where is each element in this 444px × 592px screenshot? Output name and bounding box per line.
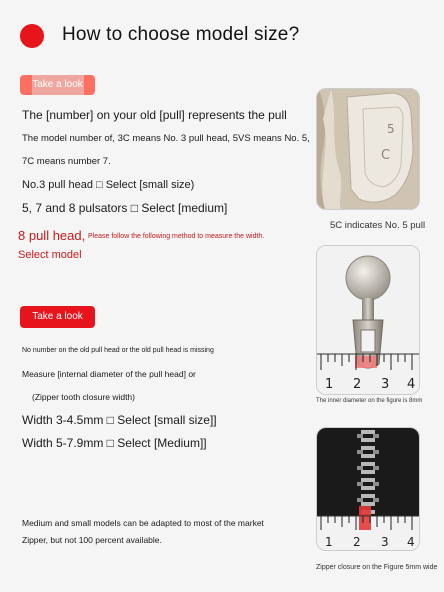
measure-line: Measure [internal diameter of the pull head] or bbox=[22, 369, 196, 379]
section1-heading: The [number] on your old [pull] represents the pull bbox=[22, 108, 287, 122]
pull8-label: 8 pull head, bbox=[18, 228, 86, 243]
ruler-tick-2: 2 bbox=[353, 377, 362, 392]
ruler-tick-4: 4 bbox=[407, 377, 416, 392]
stamp-letter-text: C bbox=[381, 148, 391, 163]
zipper-teeth-photo bbox=[316, 427, 420, 551]
medium-width-line: Width 5-7.9mm □ Select [Medium]] bbox=[22, 436, 207, 450]
pull8-note: Please follow the following method to measure the width. bbox=[88, 233, 265, 240]
select-model-label: Select model bbox=[18, 249, 82, 261]
ruler2-tick-1: 1 bbox=[325, 535, 333, 549]
market-line2: Zipper, but not 100 percent available. bbox=[22, 535, 162, 545]
ruler2-tick-2: 2 bbox=[353, 535, 361, 549]
pull3-select-line: No.3 pull head □ Select [small size) bbox=[22, 179, 195, 191]
ruler-tick-1: 1 bbox=[325, 377, 334, 392]
missing-number-note: No number on the old pull head or the old pull head is missing bbox=[22, 347, 214, 354]
model-number-line1: The model number of, 3C means No. 3 pull head, 5VS means No. 5, bbox=[22, 133, 310, 144]
zipper-width-line: (Zipper tooth closure width) bbox=[32, 392, 135, 402]
small-width-line: Width 3-4.5mm □ Select [small size]] bbox=[22, 413, 217, 427]
take-a-look-label-1: Take a look bbox=[32, 79, 83, 90]
photo2-caption: The inner diameter on the figure is 8mm bbox=[316, 398, 423, 404]
photo3-caption: Zipper closure on the Figure 5mm wide bbox=[316, 564, 438, 571]
take-a-look-button-2[interactable] bbox=[20, 306, 95, 328]
ruler2-tick-3: 3 bbox=[381, 535, 389, 549]
ruler-tick-3: 3 bbox=[381, 377, 390, 392]
red-bullet-icon bbox=[20, 24, 44, 48]
pull-stamp-photo bbox=[316, 88, 420, 210]
pull-ruler-photo bbox=[316, 245, 420, 395]
page-title: How to choose model size? bbox=[62, 24, 300, 45]
market-line1: Medium and small models can be adapted to most of the market bbox=[22, 518, 264, 528]
take-a-look-button-1[interactable] bbox=[20, 75, 95, 95]
photo1-caption: 5C indicates No. 5 pull bbox=[330, 220, 426, 231]
model-number-line2: 7C means number 7. bbox=[22, 156, 111, 167]
ruler2-tick-4: 4 bbox=[407, 535, 415, 549]
pulsators-select-line: 5, 7 and 8 pulsators □ Select [medium] bbox=[22, 201, 228, 215]
stamp-number-text: 5 bbox=[387, 122, 395, 136]
take-a-look-label-2: Take a look bbox=[32, 311, 83, 322]
